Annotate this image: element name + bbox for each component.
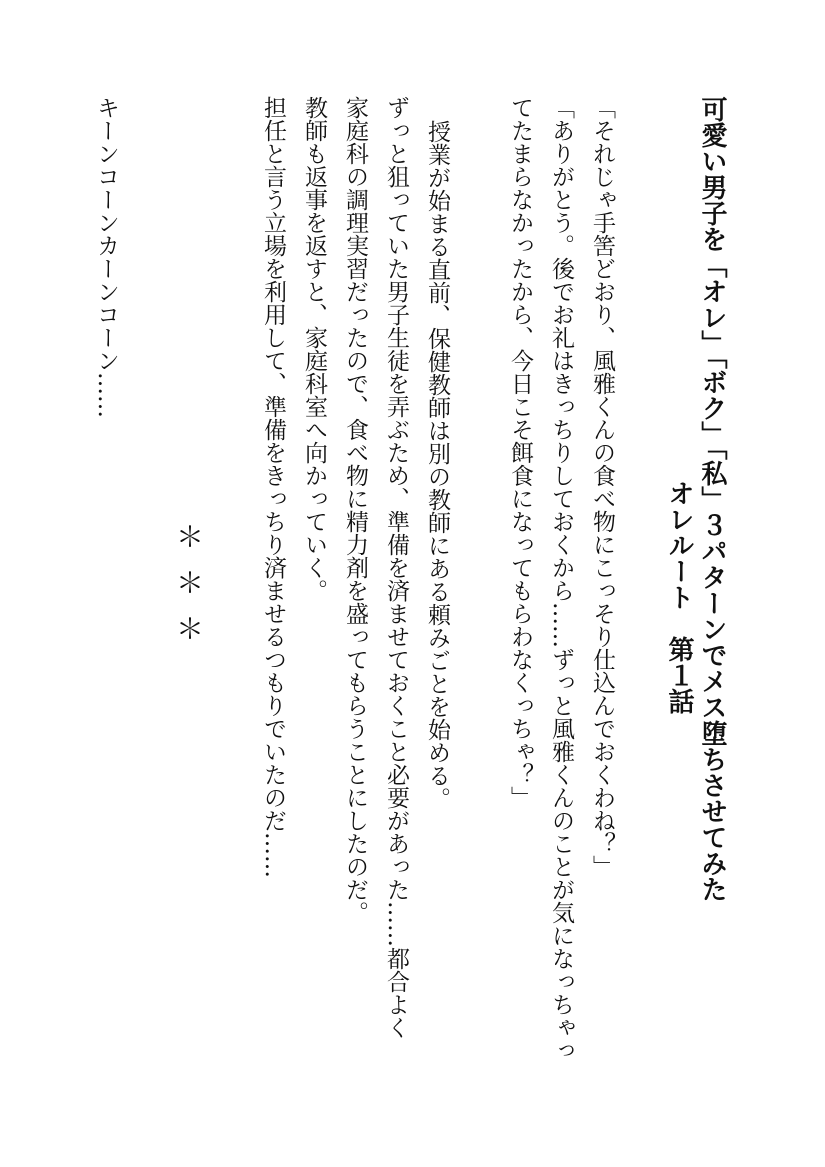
dialogue-line-3: てたまらなかったから、今日こそ餌食になってもらわなくっちゃ？」 — [507, 96, 533, 809]
narration-line-4: 教師も返事を返すと、家庭科室へ向かっていく。 — [301, 96, 327, 602]
narration-line-3: 家庭科の調理実習だったので、食べ物に精力剤を盛ってもらうことにしたのだ。 — [342, 96, 368, 924]
dialogue-line-1: 「それじゃ手筈どおり、風雅くんの食べ物にこっそり仕込んでおくわね？」 — [589, 96, 615, 878]
narration-line-1: 授業が始まる直前、保健教師は別の教師にある頼みごとを始める。 — [424, 120, 450, 810]
title-line-2: オレルート 第１話 — [664, 480, 694, 714]
narration-line-5: 担任と言う立場を利用して、準備をきっちり済ませるつもりでいたのだ…… — [260, 96, 286, 878]
dialogue-line-2: 「ありがとう。後でお礼はきっちりしておくから……ずっと風雅くんのことが気になっちゃっ — [548, 96, 574, 1062]
closing-line-1: キーンコーンカーンコーン…… — [93, 96, 119, 418]
title-line-1: 可愛い男子を「オレ」「ボク」「私」３パターンでメス堕ちさせてみた — [697, 96, 727, 902]
narration-line-2: ずっと狙っていた男子生徒を弄ぶため、準備を済ませておくこと必要があった……都合よく — [383, 96, 409, 1039]
scene-break-stars: ＊＊＊ — [172, 522, 205, 660]
